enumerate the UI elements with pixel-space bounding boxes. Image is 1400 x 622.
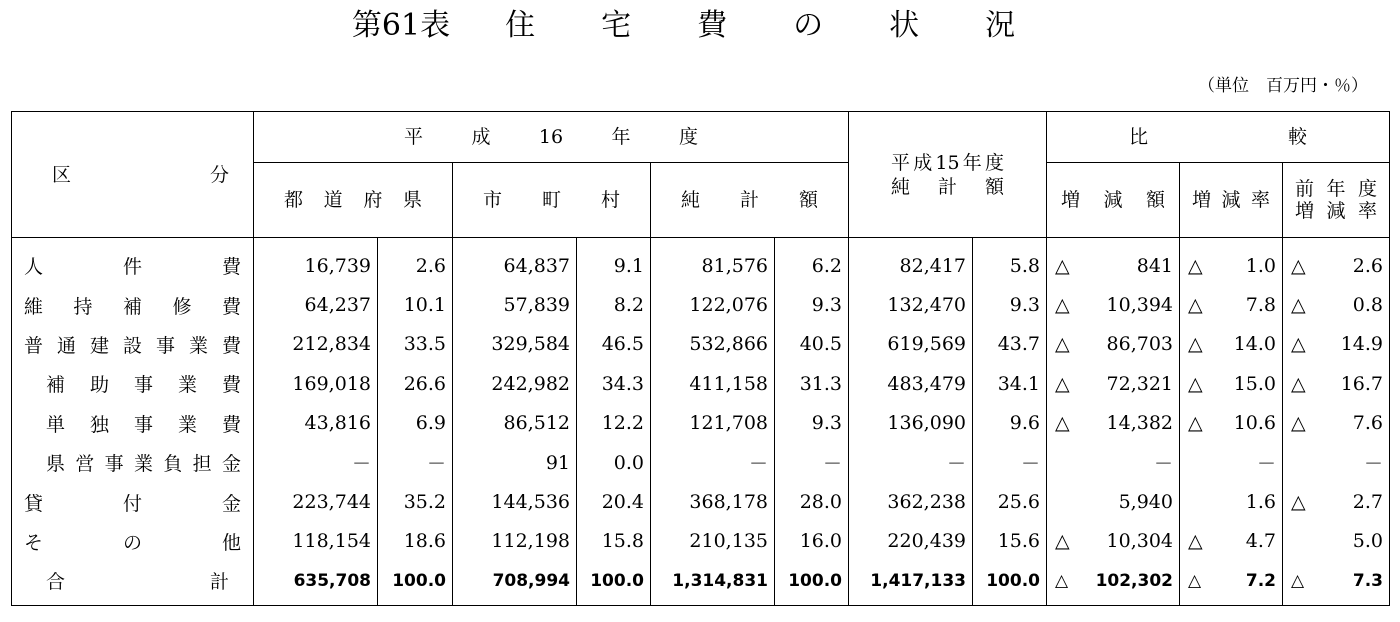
header-fy15: 平成15年度 純 計 額 — [849, 112, 1047, 238]
cell-muni: 112,198 — [453, 522, 577, 561]
cell-pref: － — [254, 443, 378, 482]
cell-value: 14.9 — [1340, 333, 1384, 356]
cell-prev-pct: 34.1 — [973, 364, 1047, 403]
cell-pref-pct: 26.6 — [378, 364, 453, 403]
decrease-mark: △ — [1291, 333, 1306, 356]
cell-value: 10,304 — [1106, 530, 1173, 553]
cell-net-pct: 9.3 — [775, 285, 849, 324]
decrease-mark: △ — [1291, 294, 1306, 317]
cell-muni-pct: 46.5 — [577, 325, 651, 364]
cell-rate — [1180, 238, 1283, 286]
cell-prev: 1,417,133 — [849, 561, 973, 605]
cell-net-pct: 31.3 — [775, 364, 849, 403]
cell-prev: 619,569 — [849, 325, 973, 364]
cell-pref-pct: 10.1 — [378, 285, 453, 324]
cell-muni: 57,839 — [453, 285, 577, 324]
decrease-mark: △ — [1188, 254, 1203, 277]
cell-pref: 16,739 — [254, 238, 378, 286]
cell-prev-rate — [1283, 482, 1390, 521]
table-row — [12, 325, 1390, 364]
cell-prev-rate — [1283, 364, 1390, 403]
cell-diff — [1047, 443, 1180, 482]
cell-rate — [1180, 404, 1283, 443]
cell-rate — [1180, 443, 1283, 482]
cell-prev-pct: 100.0 — [973, 561, 1047, 605]
cell-diff — [1047, 325, 1180, 364]
decrease-mark: △ — [1188, 412, 1203, 435]
cell-rate — [1180, 364, 1283, 403]
header-category: 区 分 — [12, 112, 254, 238]
cell-prev-rate — [1283, 238, 1390, 286]
cell-muni: 329,584 — [453, 325, 577, 364]
cell-net: 121,708 — [651, 404, 775, 443]
cell-value: 10.6 — [1233, 412, 1276, 435]
cell-net-pct: － — [775, 443, 849, 482]
cell-prev-rate — [1283, 285, 1390, 324]
cell-prev: 362,238 — [849, 482, 973, 521]
decrease-mark: △ — [1188, 372, 1203, 395]
row-label: 維持補修費 — [12, 285, 254, 324]
cell-diff — [1047, 561, 1180, 605]
row-label: 県営事業負担金 — [12, 443, 254, 482]
cell-diff — [1047, 522, 1180, 561]
cell-value: － — [1153, 453, 1173, 476]
cell-diff — [1047, 285, 1180, 324]
unit-note: （単位 百万円・％） — [1198, 76, 1368, 96]
cell-net: 368,178 — [651, 482, 775, 521]
cell-prev: － — [849, 443, 973, 482]
cell-muni-pct: 9.1 — [577, 238, 651, 286]
page-title — [0, 4, 1400, 48]
cell-diff — [1047, 482, 1180, 521]
cell-value: 4.7 — [1245, 530, 1276, 553]
decrease-mark: △ — [1055, 372, 1070, 395]
cell-pref: 635,708 — [254, 561, 378, 605]
cell-pref-pct: 18.6 — [378, 522, 453, 561]
cell-value: 14,382 — [1106, 412, 1173, 435]
cell-net-pct: 28.0 — [775, 482, 849, 521]
table-row — [12, 482, 1390, 521]
decrease-mark: △ — [1188, 294, 1203, 317]
cell-rate — [1180, 482, 1283, 521]
header-net-total: 純 計 額 — [651, 163, 849, 238]
decrease-mark: △ — [1188, 570, 1202, 591]
cell-net: 122,076 — [651, 285, 775, 324]
cell-value: 2.7 — [1352, 491, 1384, 514]
header-prev-rate: 前年度 増減率 — [1283, 163, 1390, 238]
cell-value: 86,703 — [1106, 333, 1173, 356]
cell-prev-pct: 9.3 — [973, 285, 1047, 324]
title-char: 状 — [889, 8, 920, 43]
cell-net: 210,135 — [651, 522, 775, 561]
cell-pref: 118,154 — [254, 522, 378, 561]
cell-pref: 212,834 — [254, 325, 378, 364]
cell-muni: 144,536 — [453, 482, 577, 521]
cell-prev-pct: － — [973, 443, 1047, 482]
housing-cost-table — [11, 111, 1390, 606]
row-label: 単独事業費 — [12, 404, 254, 443]
cell-pref-pct: － — [378, 443, 453, 482]
cell-value: 10,394 — [1106, 294, 1173, 317]
cell-pref: 43,816 — [254, 404, 378, 443]
cell-value: 7.2 — [1245, 570, 1276, 591]
cell-prev: 132,470 — [849, 285, 973, 324]
cell-pref: 223,744 — [254, 482, 378, 521]
cell-pref-pct: 6.9 — [378, 404, 453, 443]
header-fy16: 平 成 16 年 度 — [254, 112, 849, 163]
cell-prev-pct: 9.6 — [973, 404, 1047, 443]
cell-prev-pct: 15.6 — [973, 522, 1047, 561]
header-prefecture: 都 道 府 県 — [254, 163, 453, 238]
cell-prev-pct: 43.7 — [973, 325, 1047, 364]
header-change-rate: 増減率 — [1180, 163, 1283, 238]
cell-net: － — [651, 443, 775, 482]
cell-pref: 64,237 — [254, 285, 378, 324]
cell-value: 0.8 — [1352, 294, 1384, 317]
cell-value: 1.6 — [1245, 491, 1276, 514]
cell-value: 1.0 — [1245, 254, 1276, 277]
decrease-mark: △ — [1291, 412, 1306, 435]
title-char: 宅 — [601, 8, 632, 43]
row-label: 補助事業費 — [12, 364, 254, 403]
cell-value: 15.0 — [1233, 372, 1276, 395]
cell-prev: 82,417 — [849, 238, 973, 286]
title-char: 費 — [697, 8, 728, 43]
decrease-mark: △ — [1291, 372, 1306, 395]
cell-prev: 220,439 — [849, 522, 973, 561]
row-label: 普通建設事業費 — [12, 325, 254, 364]
cell-muni: 64,837 — [453, 238, 577, 286]
cell-pref: 169,018 — [254, 364, 378, 403]
cell-net: 411,158 — [651, 364, 775, 403]
cell-net-pct: 16.0 — [775, 522, 849, 561]
cell-value: 2.6 — [1352, 254, 1384, 277]
cell-muni-pct: 100.0 — [577, 561, 651, 605]
cell-value: － — [1364, 453, 1384, 476]
decrease-mark: △ — [1055, 570, 1069, 591]
cell-muni: 708,994 — [453, 561, 577, 605]
row-label: 貸付金 — [12, 482, 254, 521]
table-row — [12, 238, 1390, 286]
decrease-mark: △ — [1291, 254, 1306, 277]
decrease-mark: △ — [1291, 491, 1306, 514]
cell-prev: 136,090 — [849, 404, 973, 443]
cell-value: 102,302 — [1095, 570, 1173, 591]
cell-value: 72,321 — [1106, 372, 1173, 395]
cell-muni: 86,512 — [453, 404, 577, 443]
row-label: その他 — [12, 522, 254, 561]
cell-muni-pct: 8.2 — [577, 285, 651, 324]
cell-pref-pct: 35.2 — [378, 482, 453, 521]
cell-rate — [1180, 522, 1283, 561]
decrease-mark: △ — [1055, 333, 1070, 356]
cell-value: 5.0 — [1352, 530, 1384, 553]
header-change-amount: 増 減 額 — [1047, 163, 1180, 238]
decrease-mark: △ — [1055, 294, 1070, 317]
cell-diff — [1047, 238, 1180, 286]
table-row — [12, 522, 1390, 561]
table-row — [12, 443, 1390, 482]
cell-rate — [1180, 285, 1283, 324]
cell-prev-rate — [1283, 522, 1390, 561]
cell-prev-pct: 5.8 — [973, 238, 1047, 286]
row-label: 人件費 — [12, 238, 254, 286]
decrease-mark: △ — [1188, 333, 1203, 356]
cell-prev-rate — [1283, 561, 1390, 605]
cell-muni-pct: 0.0 — [577, 443, 651, 482]
cell-net: 532,866 — [651, 325, 775, 364]
cell-muni-pct: 15.8 — [577, 522, 651, 561]
cell-value: － — [1256, 453, 1276, 476]
cell-value: 841 — [1136, 254, 1173, 277]
cell-net: 1,314,831 — [651, 561, 775, 605]
cell-pref-pct: 2.6 — [378, 238, 453, 286]
decrease-mark: △ — [1291, 570, 1305, 591]
cell-rate — [1180, 325, 1283, 364]
cell-prev: 483,479 — [849, 364, 973, 403]
cell-muni-pct: 34.3 — [577, 364, 651, 403]
table-number: 第61表 — [351, 8, 451, 43]
cell-prev-rate — [1283, 325, 1390, 364]
cell-diff — [1047, 404, 1180, 443]
cell-muni-pct: 20.4 — [577, 482, 651, 521]
decrease-mark: △ — [1188, 530, 1203, 553]
cell-net: 81,576 — [651, 238, 775, 286]
table-row — [12, 404, 1390, 443]
title-char: 況 — [985, 8, 1016, 43]
row-label: 合計 — [12, 561, 254, 605]
cell-net-pct: 100.0 — [775, 561, 849, 605]
cell-muni: 91 — [453, 443, 577, 482]
cell-pref-pct: 33.5 — [378, 325, 453, 364]
cell-value: 16.7 — [1340, 372, 1384, 395]
cell-net-pct: 40.5 — [775, 325, 849, 364]
cell-muni: 242,982 — [453, 364, 577, 403]
cell-value: 7.6 — [1352, 412, 1384, 435]
cell-prev-pct: 25.6 — [973, 482, 1047, 521]
cell-net-pct: 6.2 — [775, 238, 849, 286]
cell-pref-pct: 100.0 — [378, 561, 453, 605]
table-row — [12, 364, 1390, 403]
cell-value: 7.3 — [1352, 570, 1384, 591]
decrease-mark: △ — [1055, 412, 1070, 435]
header-municipality: 市 町 村 — [453, 163, 651, 238]
cell-muni-pct: 12.2 — [577, 404, 651, 443]
header-comparison: 比 較 — [1047, 112, 1390, 163]
cell-rate — [1180, 561, 1283, 605]
decrease-mark: △ — [1055, 530, 1070, 553]
table-row — [12, 285, 1390, 324]
decrease-mark: △ — [1055, 254, 1070, 277]
cell-net-pct: 9.3 — [775, 404, 849, 443]
title-char: 住 — [505, 8, 536, 43]
cell-value: 7.8 — [1245, 294, 1276, 317]
total-row — [12, 561, 1390, 605]
cell-value: 5,940 — [1118, 491, 1173, 514]
cell-diff — [1047, 364, 1180, 403]
cell-prev-rate — [1283, 404, 1390, 443]
cell-value: 14.0 — [1233, 333, 1276, 356]
title-char: の — [793, 8, 824, 43]
cell-prev-rate — [1283, 443, 1390, 482]
